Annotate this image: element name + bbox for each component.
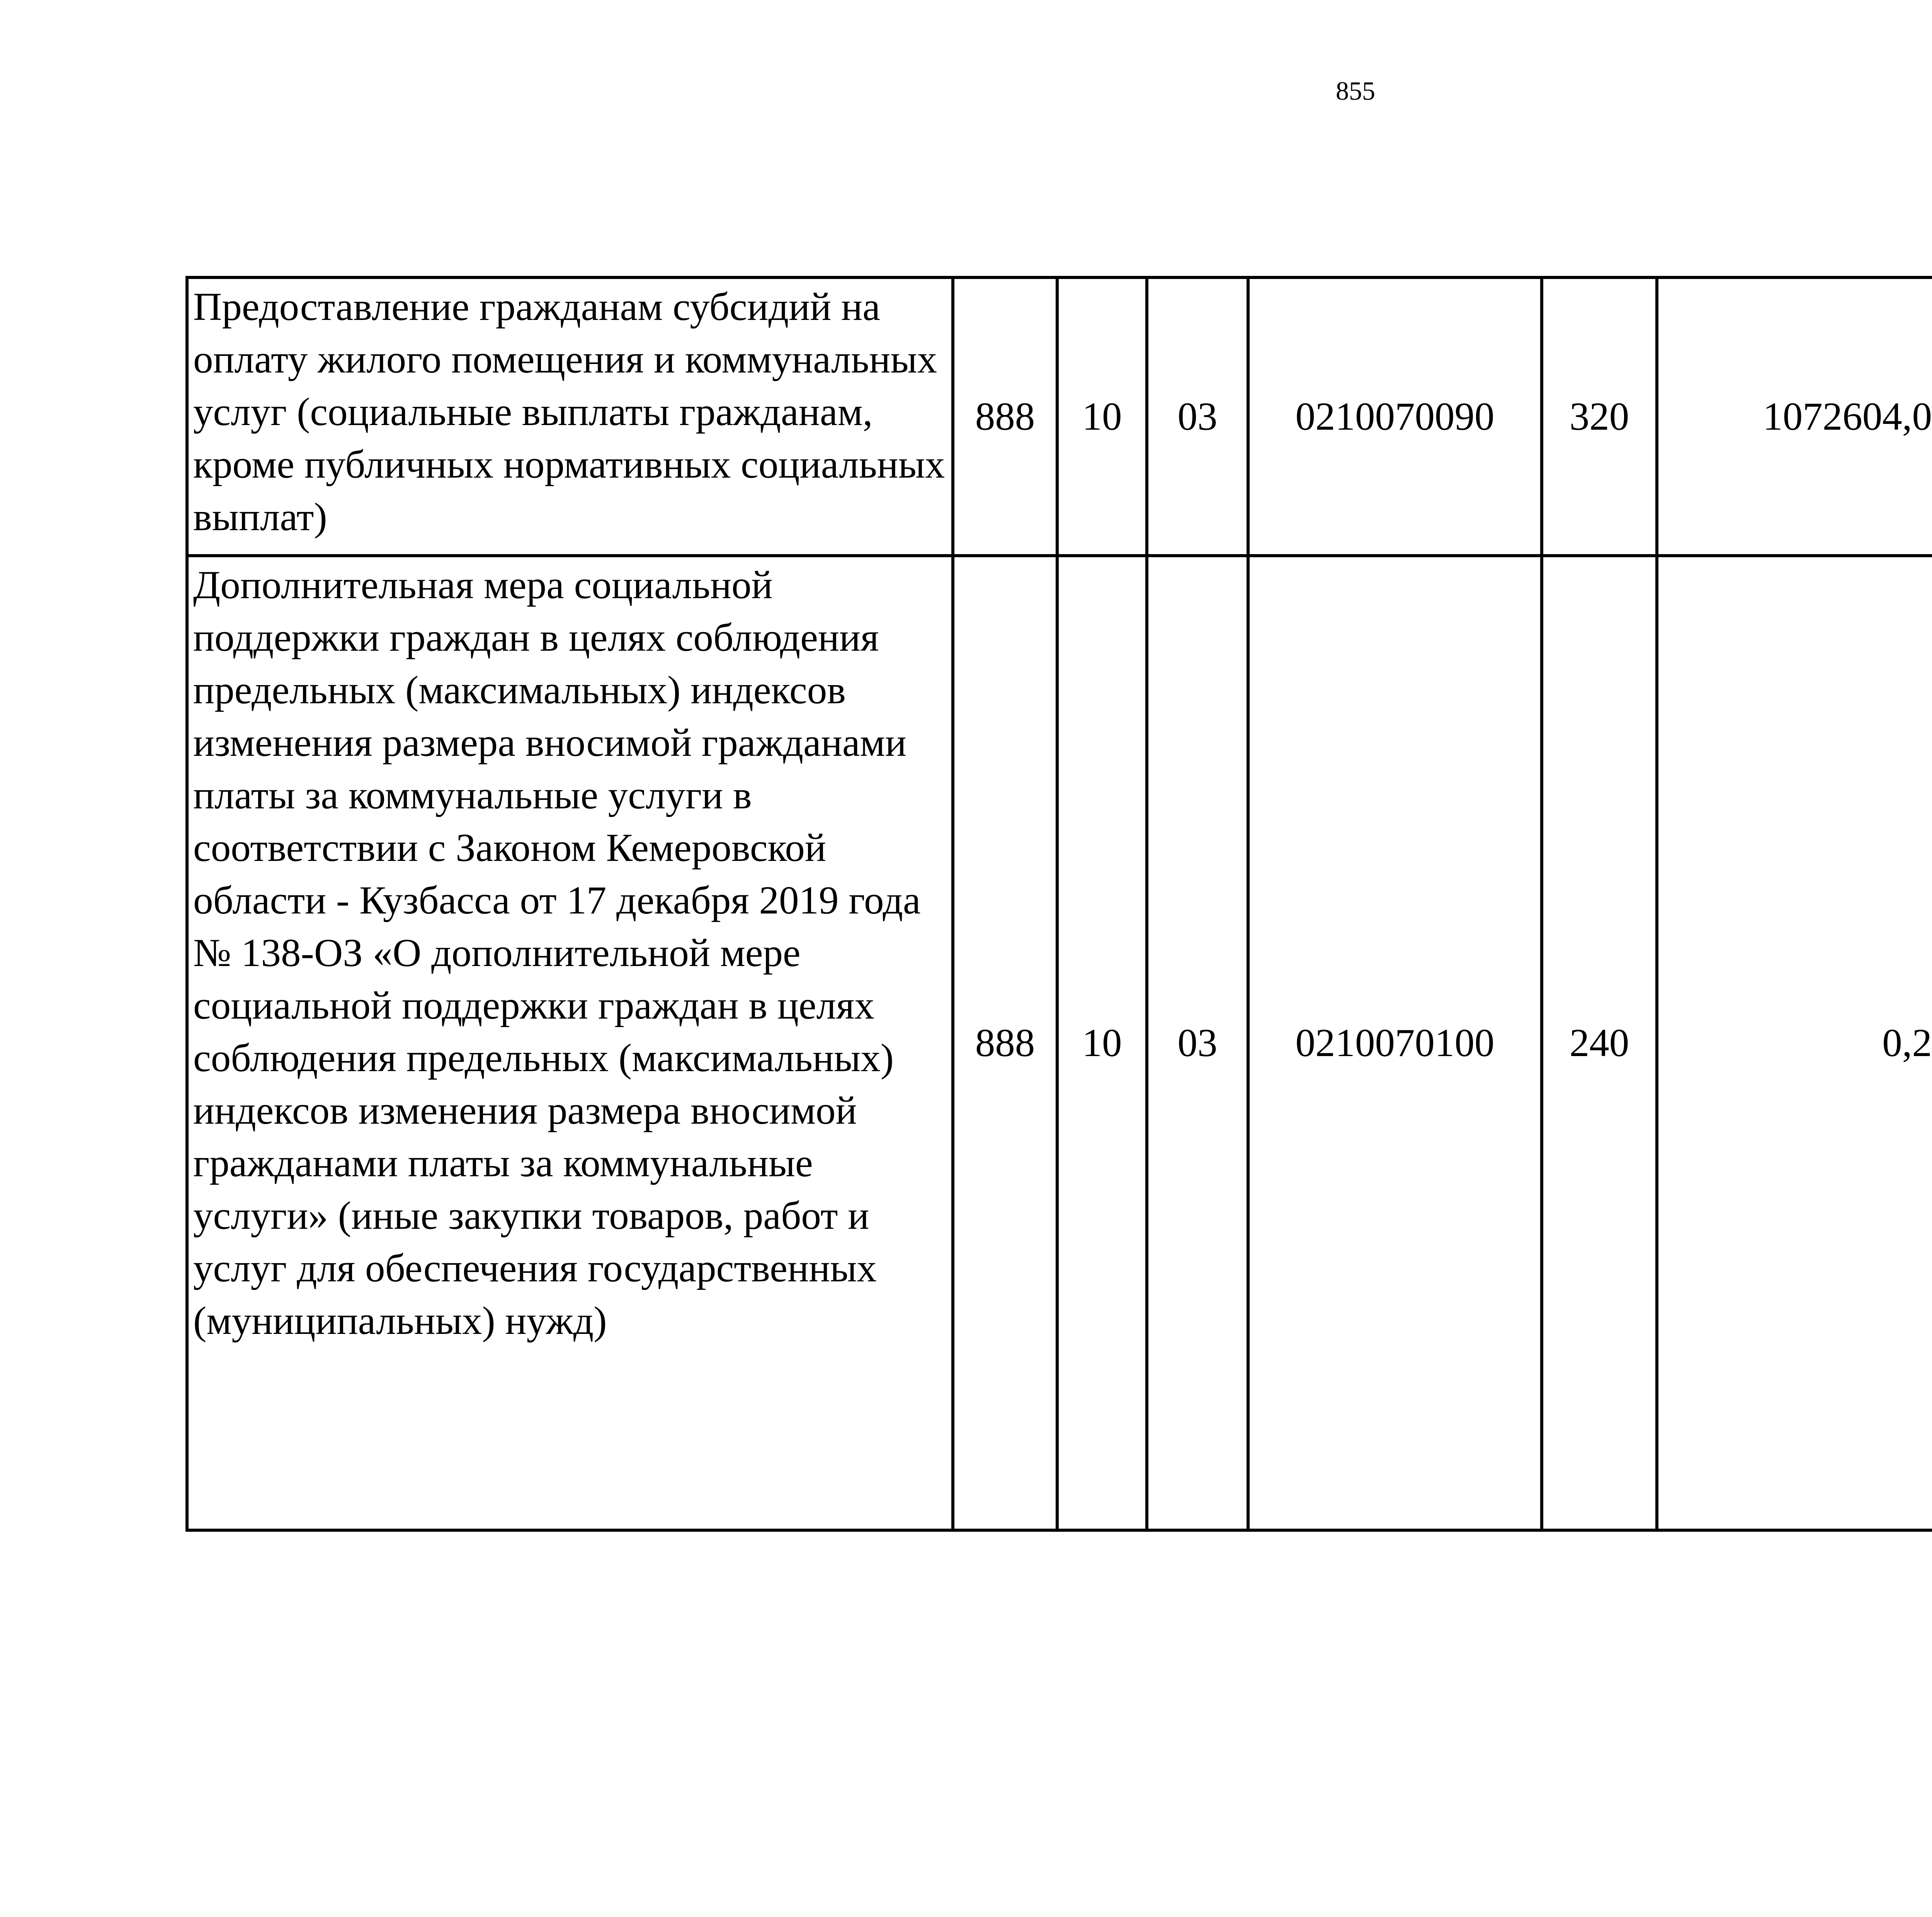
section-code: 10 — [1057, 277, 1147, 556]
target-article-code: 0210070100 — [1248, 556, 1542, 1530]
ministry-code: 888 — [953, 277, 1057, 556]
row-description: Дополнительная мера социальной поддержки граждан в целях соблюдения предельных (максимальных) индексов изменения размера вносимой гражданами платы за коммунальные услуги в соответствии с Законом Кемеровской области - Кузбасса от 17 декабря 2019 года № 138-ОЗ «О дополнительной мере социальной поддержки граждан в целях соблюдения предельных (максимальных) индексов изменения размера вносимой гражданами платы за коммунальные услуги» (иные закупки товаров, работ и услуг для обеспечения государственных (муниципальных) нужд) — [187, 556, 953, 1530]
subsection-code: 03 — [1147, 556, 1248, 1530]
row-description: Предоставление гражданам субсидий на оплату жилого помещения и коммунальных услуг (социальные выплаты гражданам, кроме публичных нормативных социальных выплат) — [187, 277, 953, 556]
page-number: 855 — [1336, 76, 1375, 105]
budget-table — [185, 276, 1932, 1532]
ministry-code: 888 — [953, 556, 1057, 1530]
expense-type-code: 320 — [1542, 277, 1657, 556]
table-row — [187, 556, 1932, 1530]
target-article-code: 0210070090 — [1248, 277, 1542, 556]
expense-type-code: 240 — [1542, 556, 1657, 1530]
amount-year-1: 1072604,0 — [1657, 277, 1932, 556]
section-code: 10 — [1057, 556, 1147, 1530]
amount-year-1: 0,2 — [1657, 556, 1932, 1530]
table-row — [187, 277, 1932, 556]
subsection-code: 03 — [1147, 277, 1248, 556]
